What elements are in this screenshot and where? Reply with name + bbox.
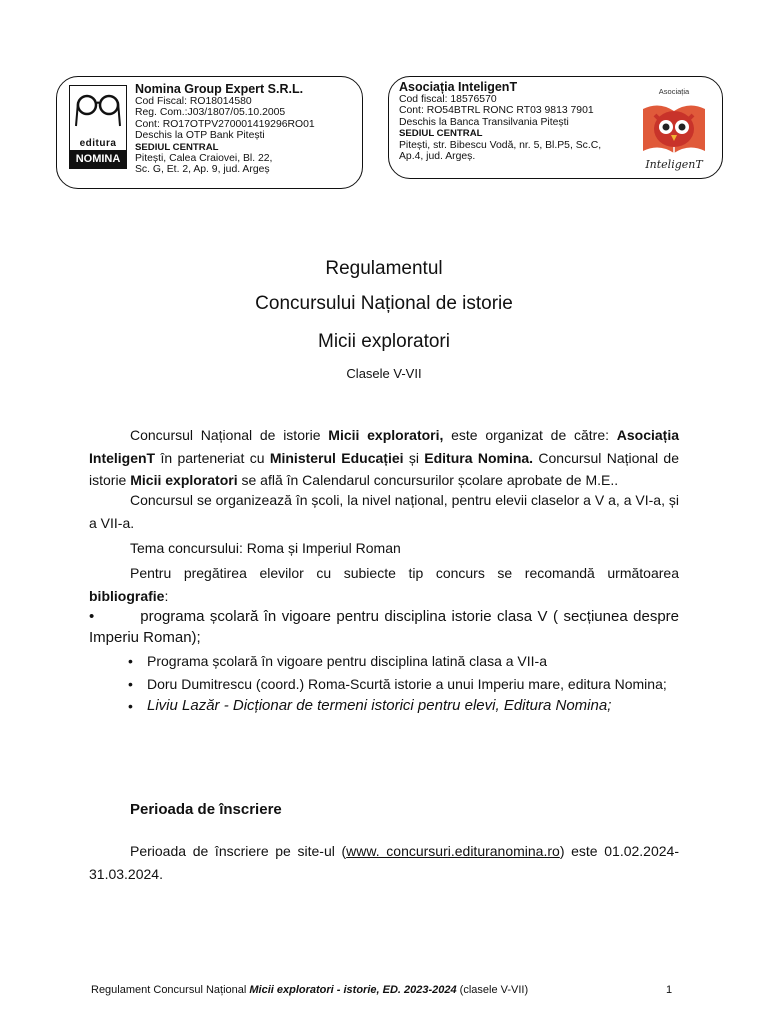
company-info-line: Cod Fiscal: RO18014580 [135,96,252,107]
footer-text: Regulament Concursul Național [91,984,250,996]
company-address-line: Sc. G, Et. 2, Ap. 9, jud. Argeș [135,164,270,176]
text: ) este 01.02.2024-31.03.2024. [89,843,679,882]
owl-book-icon [637,95,711,165]
bibliography-item-text: Programa școlară în vigoare pentru disciplina latină clasa a VII-a [147,653,547,669]
bibliography-item-text: programa școlară în vigoare pentru disciplina istorie clasa V ( secțiunea despre Imperiu Roman); [89,608,679,646]
partner-bold: Editura Nomina. [424,449,534,466]
text: se află în Calendarul concursurilor școlare aprobate de M.E.. [237,472,619,488]
document-subtitle: Concursului Național de istorie [255,293,513,314]
bibliography-label: bibliografie [89,587,165,604]
nomina-logo [69,85,127,169]
logo-editura-text: editura [79,138,117,149]
classes-label: Clasele V-VII [346,366,422,381]
association-address-line: Pitești, str. Bibescu Vodă, nr. 5, Bl.P5, Sc.C, [399,139,602,151]
header-box-nomina [56,76,363,189]
bullet: • [128,653,133,669]
glasses-icon [74,92,122,132]
text: și [403,449,425,466]
association-name: Asociația InteligenT [399,80,518,94]
page-number: 1 [666,984,673,996]
logo-inteligent-text: InteligenT [645,158,703,171]
paragraph-theme: Tema concursului: Roma și Imperiul Roman [130,540,401,556]
text: Pentru pregătirea elevilor cu subiecte tip concurs se recomandă următoarea [130,565,679,581]
section-heading: Perioada de înscriere [130,801,282,818]
association-info-line: Cont: RO54BTRL RONC RT03 9813 7901 [399,105,594,117]
bullet: • [128,676,133,692]
contest-name-bold: Micii exploratori [130,472,238,488]
bibliography-item [89,606,679,648]
seat-label: SEDIUL CENTRAL [399,128,483,140]
text: : [164,587,169,604]
document-title: Regulamentul [325,258,443,279]
seat-label: SEDIUL CENTRAL [135,141,219,153]
text: Concursul Național de istorie [130,427,329,443]
company-info-line: Cont: RO17OTPV270001419296RO01 [135,118,315,130]
bibliography-item-text: Doru Dumitrescu (coord.) Roma-Scurtă istorie a unui Imperiu mare, editura Nomina; [147,676,667,692]
nomina-company-info [135,82,315,176]
contest-name: Micii exploratori [318,331,450,352]
text: în parteneriat cu [155,449,270,466]
registration-site-link[interactable]: www. concursuri.edituranomina.ro [346,843,560,859]
company-info-line: Reg. Com.:J03/1807/05.10.2005 [135,107,286,119]
text: Concursul Național de istorie [89,449,680,488]
company-name: Nomina Group Expert S.R.L. [135,82,304,96]
logo-asociatia-text: Asociația [658,87,690,96]
paragraph-bibliography-intro [89,562,679,607]
paragraph-organization: Concursul se organizează în școli, la nivel național, pentru elevii claselor a V a, a VI-a, și a VII-a. [89,492,679,531]
association-address-line: Ap.4, jud. Argeș. [399,151,476,163]
inteligent-logo [637,85,711,175]
company-address-line: Pitești, Calea Craiovei, Bl. 22, [135,153,273,165]
partner-bold: Ministerul Educației [269,449,404,466]
bullet: • [128,698,133,714]
paragraph-registration-period [89,840,679,886]
association-info-line: Cod fiscal: 18576570 [399,94,497,105]
company-info-line: Deschis la OTP Bank Pitești [135,130,265,142]
organizer-bold: Asociația InteligenT [89,427,679,466]
text: Perioada de înscriere pe site-ul ( [130,843,347,859]
page-footer [91,984,528,996]
bullet: • [89,608,95,625]
footer-text: (clasele V-VII) [456,984,529,996]
text: este organizat de către: [443,427,617,443]
logo-nomina-text: NOMINA [70,150,126,168]
footer-contest-name: Micii exploratori - istorie, ED. 2023-2024 [249,984,457,996]
header-box-inteligent [388,76,723,179]
association-info-line: Deschis la Banca Transilvania Pitești [399,116,569,128]
contest-name-bold: Micii exploratori, [328,427,444,443]
bibliography-item-text: Liviu Lazăr - Dicționar de termeni istorici pentru elevi, Editura Nomina; [147,697,612,714]
paragraph-organizers [89,424,679,492]
inteligent-association-info [399,80,601,162]
